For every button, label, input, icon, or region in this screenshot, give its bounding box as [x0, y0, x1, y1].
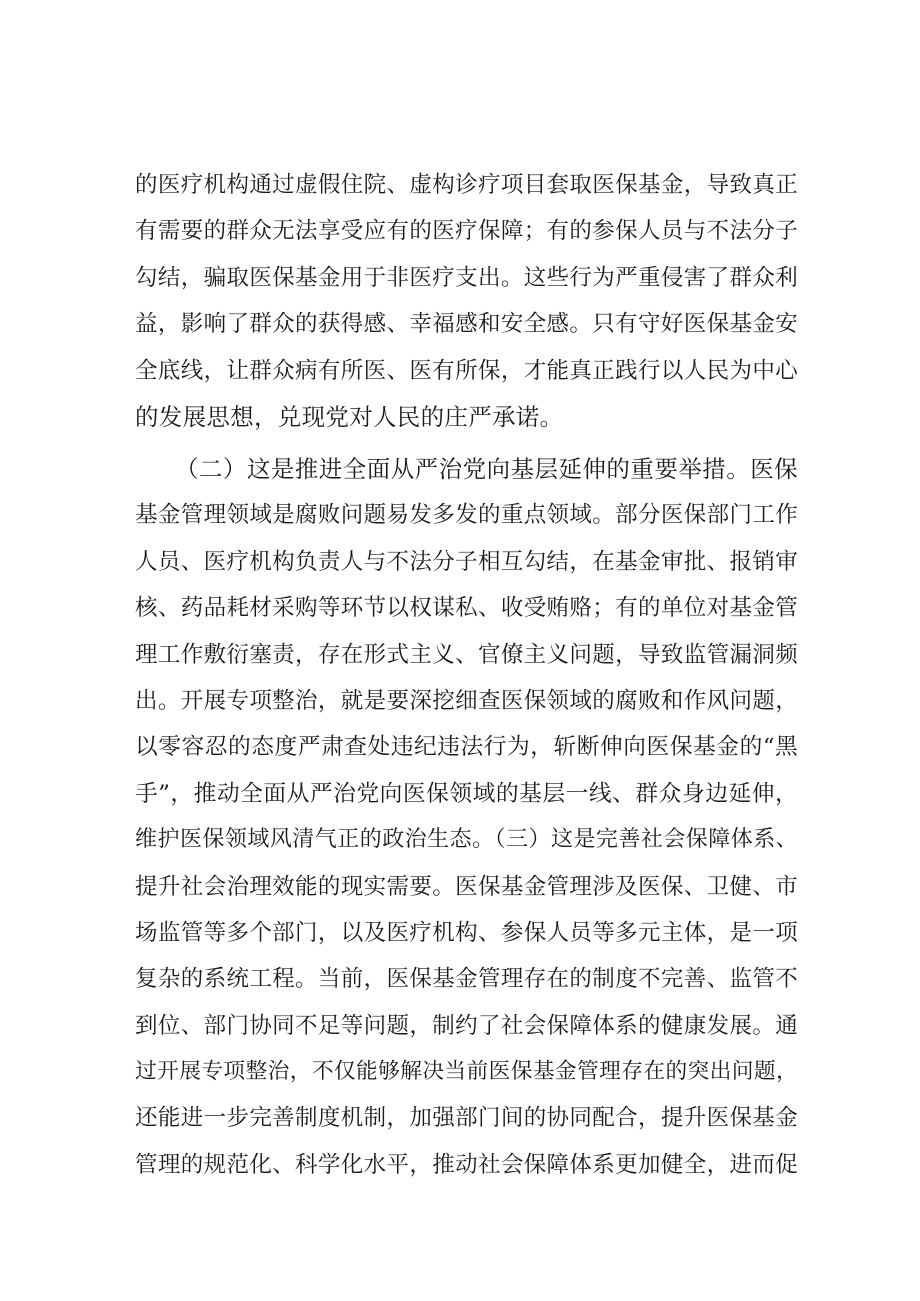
paragraph-2-line: 复杂的系统工程。当前，医保基金管理存在的制度不完善、监管不 — [135, 966, 798, 993]
paragraph-1-line: 的发展思想，兑现党对人民的庄严承诺。 — [135, 402, 564, 431]
paragraph-2-line: 理工作敷衍塞责，存在形式主义、官僚主义问题，导致监管漏洞频 — [135, 641, 798, 668]
paragraph-1-line: 有需要的群众无法享受应有的医疗保障；有的参保人员与不法分子 — [135, 218, 798, 245]
paragraph-2-line: 场监管等多个部门，以及医疗机构、参保人员等多元主体，是一项 — [135, 919, 798, 946]
paragraph-2-line: 人员、医疗机构负责人与不法分子相互勾结，在基金审批、报销审 — [135, 548, 798, 575]
paragraph-2-line: 管理的规范化、科学化水平，推动社会保障体系更加健全，进而促 — [135, 1151, 798, 1178]
paragraph-2-line: 出。开展专项整治，就是要深挖细查医保领域的腐败和作风问题， — [135, 687, 798, 714]
paragraph-2-line: 还能进一步完善制度机制，加强部门间的协同配合，提升医保基金 — [135, 1105, 798, 1132]
paragraph-1-line: 益，影响了群众的获得感、幸福感和安全感。只有守好医保基金安 — [135, 311, 798, 338]
paragraph-2-line: 以零容忍的态度严肃查处违纪违法行为，斩断伸向医保基金的“黑 — [135, 734, 798, 761]
paragraph-2-line: 手”，推动全面从严治党向医保领域的基层一线、群众身边延伸， — [135, 780, 798, 807]
paragraph-1-line: 全底线，让群众病有所医、医有所保，才能真正践行以人民为中心 — [135, 357, 798, 384]
paragraph-2-line: 到位、部门协同不足等问题，制约了社会保障体系的健康发展。通 — [135, 1012, 798, 1039]
paragraph-2 — [135, 446, 798, 1188]
paragraph-2-line: 过开展专项整治，不仅能够解决当前医保基金管理存在的突出问题， — [135, 1059, 798, 1085]
paragraph-2-line: （二）这是推进全面从严治党向基层延伸的重要举措。医保 — [175, 455, 798, 483]
paragraph-2-line: 基金管理领域是腐败问题易发多发的重点领域。部分医保部门工作 — [135, 502, 798, 529]
paragraph-1-line: 的医疗机构通过虚假住院、虚构诊疗项目套取医保基金，导致真正 — [135, 172, 798, 198]
paragraph-2-line: 核、药品耗材采购等环节以权谋私、收受贿赂；有的单位对基金管 — [135, 595, 798, 622]
paragraph-1-line: 勾结，骗取医保基金用于非医疗支出。这些行为严重侵害了群众利 — [135, 264, 798, 291]
paragraph-2-line: 提升社会治理效能的现实需要。医保基金管理涉及医保、卫健、市 — [135, 873, 798, 900]
paragraph-2-line: 维护医保领域风清气正的政治生态。（三）这是完善社会保障体系、 — [135, 827, 798, 853]
paragraph-1 — [135, 162, 798, 440]
